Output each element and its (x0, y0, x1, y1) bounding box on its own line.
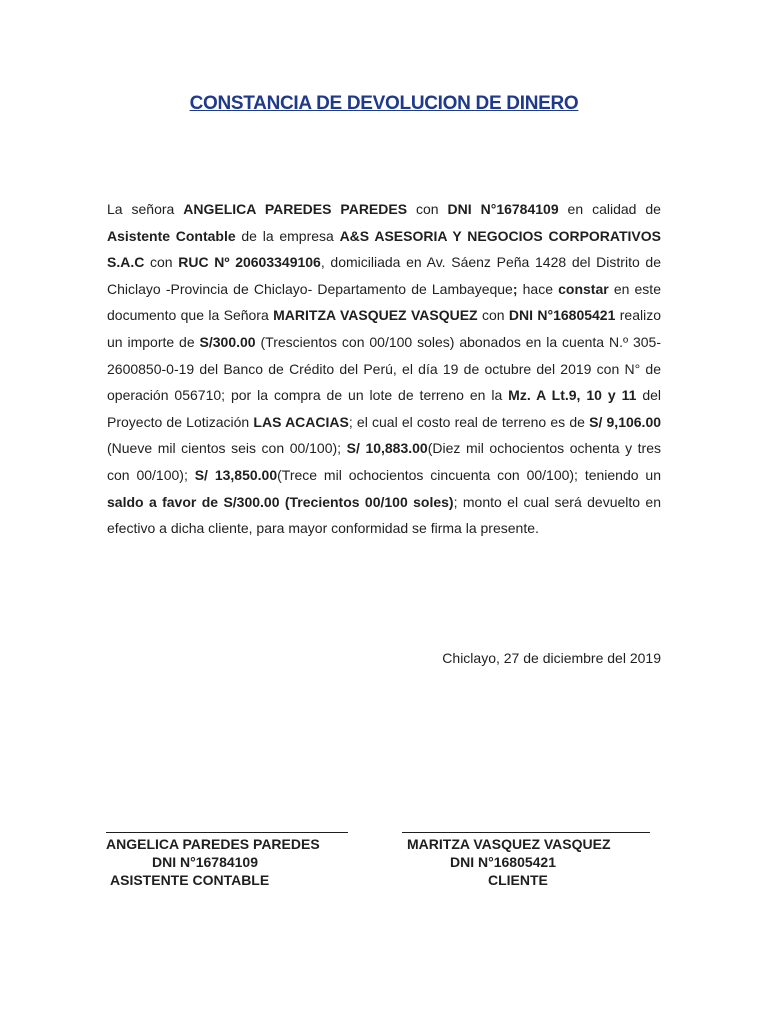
text: con (477, 307, 509, 324)
text: ; el cual el costo real de terreno es de (348, 413, 590, 430)
text: ; (512, 280, 518, 297)
text: del Proyecto de Lotización (107, 387, 662, 430)
signer-name: ANGELICA PAREDES PAREDES (106, 836, 320, 852)
person-name: ANGELICA PAREDES PAREDES (183, 201, 408, 217)
signature-line (106, 832, 348, 833)
text: ; monto el cual será devuelto en efectivo a dicha cliente, para mayor conformidad se firma la presente. (107, 493, 661, 537)
client-dni: DNI N°16805421 (508, 307, 616, 324)
signer-name: MARITZA VASQUEZ VASQUEZ (407, 836, 611, 852)
text: (Trece mil ochocientos cincuenta con 00/100); teniendo un (277, 466, 662, 483)
emphasis: constar (558, 280, 609, 297)
signer-dni: DNI N°16805421 (450, 854, 556, 870)
signer-dni: DNI N°16784109 (152, 854, 258, 870)
text: en este documento que la Señora (107, 280, 661, 324)
signer-role: ASISTENTE CONTABLE (110, 872, 270, 888)
signature-line (402, 832, 650, 833)
document-title: CONSTANCIA DE DEVOLUCION DE DINERO (189, 93, 579, 114)
text: (Nueve mil cientos seis con 00/100); (107, 440, 347, 457)
signature-block-left (106, 832, 348, 889)
dni: DNI N°16784109 (447, 201, 559, 217)
text: , domiciliada en Av. Sáenz Peña 1428 del Distrito de Chiclayo -Provincia de Chiclayo- Departamento de Lambayeque (107, 254, 661, 297)
text: en calidad de (558, 201, 661, 217)
text: (Diez mil ochocientos ochenta y tres con 00/100); (107, 440, 662, 483)
amount: S/300.00 (199, 333, 256, 350)
balance: saldo a favor de S/300.00 (Trecientos 00/100 soles) (107, 493, 454, 510)
lot: Mz. A Lt.9, 10 y 11 (508, 387, 637, 404)
role: Asistente Contable (107, 227, 236, 244)
text: (Trescientos con 00/100 soles) abonados en la cuenta N.º 305-2600850-0-19 del Banco de Crédito del Perú, el día 19 de octubre del 2019 con N° de operación 056710; por la compra de un lote de terreno en la (107, 333, 662, 404)
text: La señora (107, 201, 184, 217)
text: hace (517, 280, 559, 297)
body-paragraph (107, 196, 661, 542)
project-name: LAS ACACIAS (253, 413, 349, 430)
document-date: Chiclayo, 27 de diciembre del 2019 (442, 650, 661, 666)
company-name: A&S ASESORIA Y NEGOCIOS CORPORATIVOS S.A.C (107, 227, 661, 271)
signer-role: CLIENTE (488, 872, 548, 888)
amount: S/ 10,883.00 (346, 440, 428, 457)
ruc: RUC Nº 20603349106 (178, 254, 321, 271)
text: realizo un importe de (107, 307, 661, 350)
amount: S/ 13,850.00 (194, 466, 278, 483)
text: con (144, 254, 179, 271)
client-name: MARITZA VASQUEZ VASQUEZ (273, 307, 478, 324)
signature-block-right (402, 832, 650, 889)
text: de la empresa (235, 227, 340, 244)
text: con (407, 201, 448, 217)
amount: S/ 9,106.00 (589, 413, 662, 430)
